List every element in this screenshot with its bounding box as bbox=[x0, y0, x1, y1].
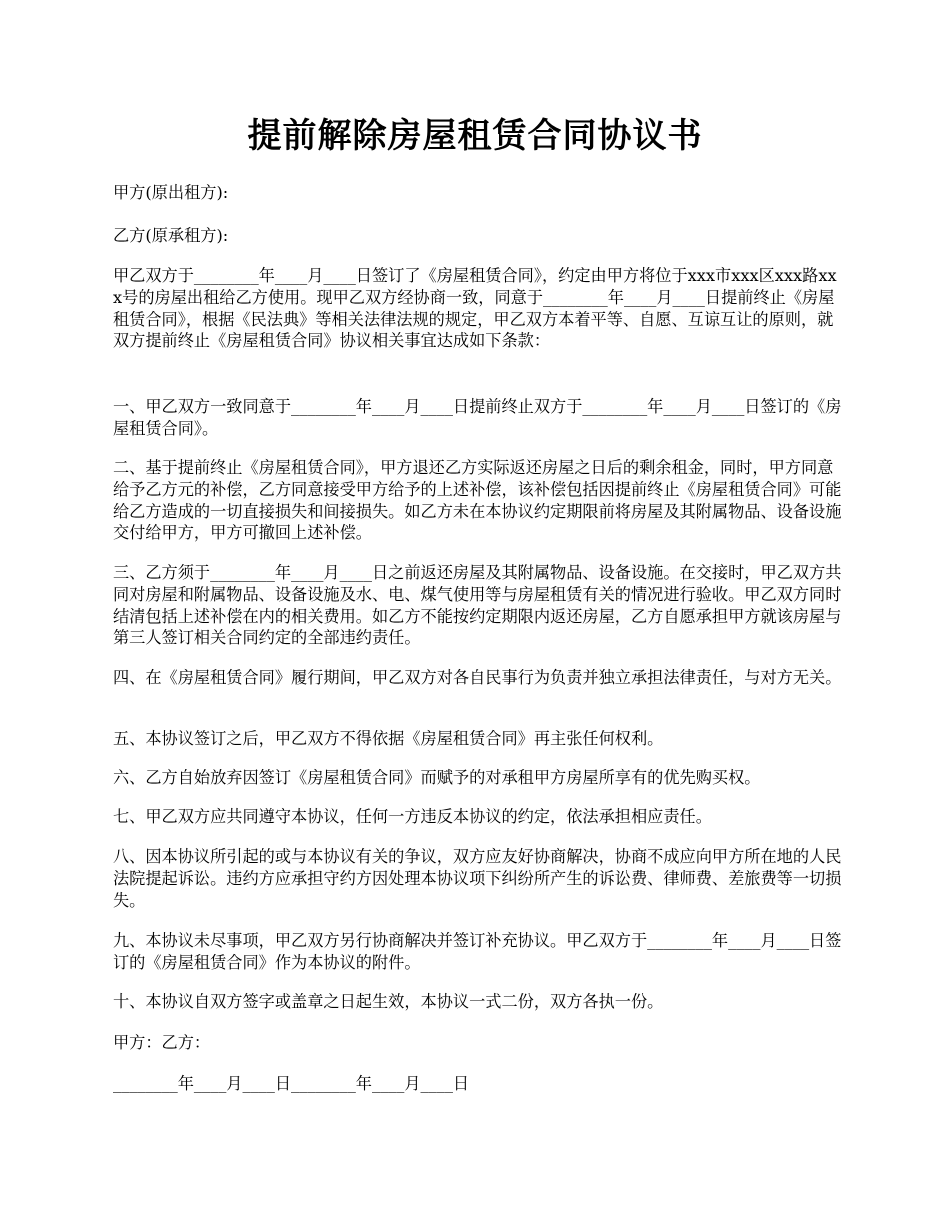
clause-5: 五、本协议签订之后，甲乙双方不得依据《房屋租赁合同》再主张任何权利。 bbox=[113, 729, 664, 748]
clause-9: 九、本协议未尽事项，甲乙双方另行协商解决并签订补充协议。甲乙双方于________年____月____日签订的《房屋租赁合同》作为本协议的附件。 bbox=[113, 931, 842, 972]
clause-8: 八、因本协议所引起的或与本协议有关的争议，双方应友好协商解决，协商不成应向甲方所在地的人民法院提起诉讼。违约方应承担守约方因处理本协议项下纠纷所产生的诉讼费、律师费、差旅费等一切损失。 bbox=[113, 847, 842, 910]
intro-paragraph: 甲乙双方于________年____月____日签订了《房屋租赁合同》，约定由甲方将位于xxx市xxx区xxx路xxx号的房屋出租给乙方使用。现甲乙双方经协商一致，同意于________年____月____日提前终止《房屋租赁合同》，根据《民法典》等相关法律法规的规定，甲乙双方本着平等、自愿、互谅互让的原则，就双方提前终止《房屋租赁合同》协议相关事宜达成如下条款： bbox=[113, 266, 837, 351]
clause-10: 十、本协议自双方签字或盖章之日起生效，本协议一式二份，双方各执一份。 bbox=[113, 992, 664, 1011]
party-b-label: 乙方(原承租方): bbox=[113, 226, 229, 245]
clause-2: 二、基于提前终止《房屋租赁合同》，甲方退还乙方实际返还房屋之日后的剩余租金，同时，甲方同意给予乙方元的补偿，乙方同意接受甲方给予的上述补偿，该补偿包括因提前终止《房屋租赁合同》可能给乙方造成的一切直接损失和间接损失。如乙方未在本协议约定期限前将房屋及其附属物品、设备设施交付给甲方，甲方可撤回上述补偿。 bbox=[113, 458, 842, 543]
clause-3: 三、乙方须于________年____月____日之前返还房屋及其附属物品、设备设施。在交接时，甲乙双方共同对房屋和附属物品、设备设施及水、电、煤气使用等与房屋租赁有关的情况进行验收。甲乙双方同时结清包括上述补偿在内的相关费用。如乙方不能按约定期限内返还房屋，乙方自愿承担甲方就该房屋与第三人签订相关合同约定的全部违约责任。 bbox=[113, 563, 842, 648]
clause-1: 一、甲乙双方一致同意于________年____月____日提前终止双方于________年____月____日签订的《房屋租赁合同》。 bbox=[113, 397, 842, 438]
date-line: ________年____月____日________年____月____日 bbox=[113, 1074, 470, 1093]
clause-7: 七、甲乙双方应共同遵守本协议，任何一方违反本协议的约定，依法承担相应责任。 bbox=[113, 807, 712, 826]
party-a-label: 甲方(原出租方): bbox=[113, 183, 229, 202]
document-title: 提前解除房屋租赁合同协议书 bbox=[247, 116, 703, 156]
clause-4: 四、在《房屋租赁合同》履行期间，甲乙双方对各自民事行为负责并独立承担法律责任，与对方无关。 bbox=[113, 668, 842, 687]
signature-line: 甲方：乙方： bbox=[113, 1033, 211, 1052]
clause-6: 六、乙方自始放弃因签订《房屋租赁合同》而赋予的对承租甲方房屋所享有的优先购买权。 bbox=[113, 768, 761, 787]
